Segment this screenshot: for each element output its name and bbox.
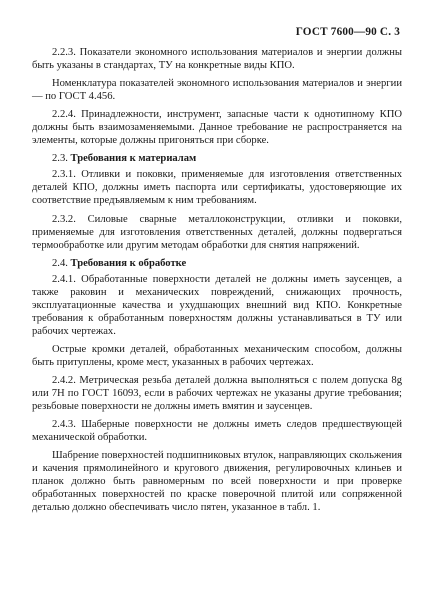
section-heading-2-3 [32,152,402,165]
body-text [32,46,402,520]
paragraph-2-3-1: 2.3.1. Отливки и поковки, применяемые для изготовления ответственных деталей КПО, должны иметь паспорта или сертификаты, удостоверяющие их соответствие предъявляемым к ним требованиям. [32,169,402,207]
paragraph-2-2-3: 2.2.3. Показатели экономного использования материалов и энергии должны быть указаны в стандартах, ТУ на конкретные виды КПО. [32,47,402,72]
paragraph-2-2-4: 2.2.4. Принадлежности, инструмент, запасные части к однотипному КПО должны быть взаимозаменяемыми. Данное требование не распространяется на элементы, которые должны пригоняться при сборке. [32,109,402,147]
section-number: 2.3. [52,153,68,165]
paragraph-2-4-1: 2.4.1. Обработанные поверхности деталей не должны иметь заусенцев, а также раковин и механических повреждений, снижающих прочность, эксплуатационные качества и ухудшающих внешний вид КПО. Конкретные требования к обработанным поверхностям должны устанавливаться в ТУ или рабочих чертежах. [32,273,402,337]
paragraph-scraping: Шабрение поверхностей подшипниковых втулок, направляющих скольжения и качения прямолинейного и кругового движения, регулировочных клиньев и планок должно быть равномерным по всей поверхности и при проверке обработанных поверхностей по краске поверочной плитой или сопряженной деталью должно обеспечивать число пятен, указанное в табл. 1. [32,450,402,514]
paragraph-2-3-2: 2.3.2. Силовые сварные металлоконструкции, отливки и поковки, применяемые для изготовления ответственных деталей, должны подвергаться термообработке или другим методам обработки для снятия напряжений. [32,213,402,251]
section-title: Требования к материалам [70,153,197,165]
section-number: 2.4. [52,257,68,269]
paragraph-sharp-edges: Острые кромки деталей, обработанных механическим способом, должны быть притуплены, кроме мест, указанных в рабочих чертежах. [32,343,402,368]
running-head: ГОСТ 7600—90 С. 3 [295,26,400,38]
section-title: Требования к обработке [70,257,187,269]
paragraph-2-4-3: 2.4.3. Шаберные поверхности не должны иметь следов предшествующей механической обработки. [32,419,402,444]
paragraph-2-4-2: 2.4.2. Метрическая резьба деталей должна выполняться с полем допуска 8g или 7H по ГОСТ 16093, если в рабочих чертежах не указаны другие требования; резьбовые поверхности не должны иметь вмятин и заусенцев. [32,375,402,413]
section-heading-2-4 [32,257,402,270]
paragraph-nomenclature: Номенклатура показателей экономного использования материалов и энергии — по ГОСТ 4.456. [32,78,402,103]
